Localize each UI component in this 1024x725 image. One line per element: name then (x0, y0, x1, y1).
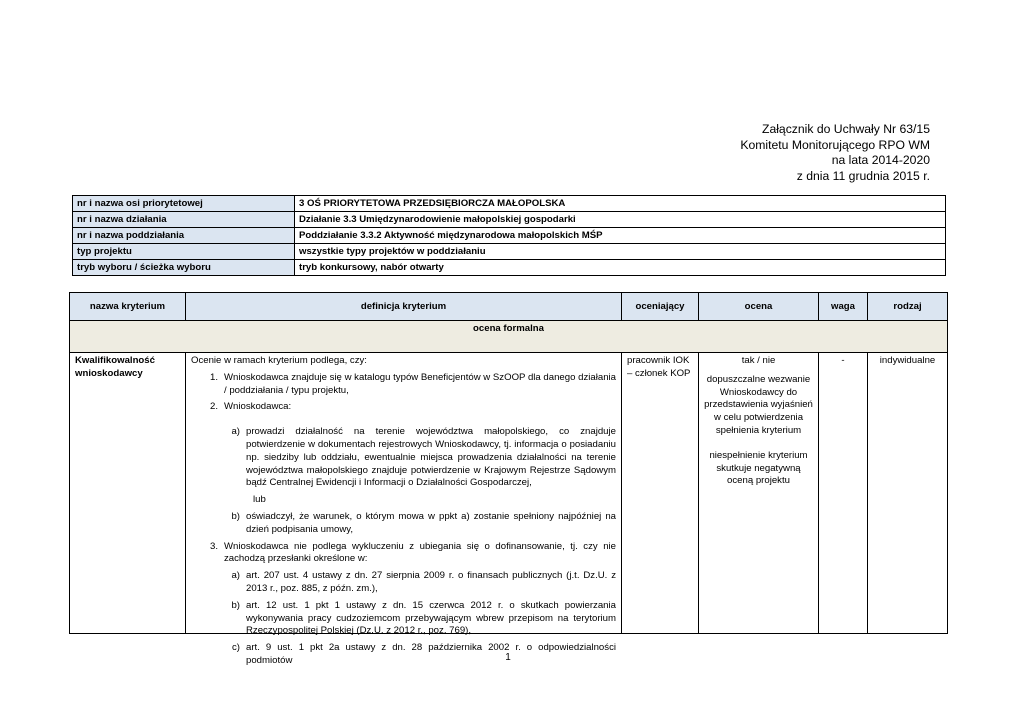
info-row (73, 196, 946, 212)
definition-item-3c: c) art. 9 ust. 1 pkt 2a ustawy z dn. 28 października 2002 r. o odpowiedzialności podmiotów (232, 642, 616, 666)
info-value: Działanie 3.3 Umiędzynarodowienie małopolskiej gospodarki (295, 212, 946, 228)
info-key: nr i nazwa działania (73, 212, 295, 228)
info-key: typ projektu (73, 244, 295, 260)
criterion-weight: - (819, 353, 868, 634)
definition-item-2: 2. Wnioskodawca: (209, 401, 292, 413)
attachment-line-1: Załącznik do Uchwały Nr 63/15 (762, 122, 930, 136)
criterion-row (70, 353, 948, 634)
criterion-evaluator: pracownik IOK – członek KOP (622, 353, 699, 634)
info-row (73, 228, 946, 244)
attachment-header (740, 122, 930, 184)
info-key: nr i nazwa osi priorytetowej (73, 196, 295, 212)
header-name: nazwa kryterium (70, 293, 186, 321)
info-row (73, 244, 946, 260)
header-assessment: ocena (699, 293, 819, 321)
info-key: tryb wyboru / ścieżka wyboru (73, 260, 295, 276)
definition-item-2b: b) oświadczył, że warunek, o którym mowa w ppkt a) zostanie spełniony najpóźniej na dzień podpisania umowy, (231, 510, 616, 535)
definition-item-3b: b) art. 12 ust. 1 pkt 1 ustawy z dn. 15 czerwca 2012 r. o skutkach powierzania wykonywania pracy cudzoziemcom przebywającym wbrew przepisom na terytorium Rzeczypospolitej Polskiej (Dz.U. z 2012 r., poz. 769), (231, 599, 616, 637)
assessment-clarification: dopuszczalne wezwanie Wnioskodawcy do przedstawienia wyjaśnień w celu potwierdzenia spełnienia kryterium (704, 373, 813, 436)
info-table (72, 195, 946, 276)
criteria-table (69, 292, 948, 666)
header-evaluator: oceniający (622, 293, 699, 321)
info-value: tryb konkursowy, nabór otwarty (295, 260, 946, 276)
page-number: 1 (505, 652, 511, 663)
definition-item-1: 1. Wnioskodawca znajduje się w katalogu typów Beneficjentów w SzOOP dla danego działania / poddziałania / typu projektu, (209, 371, 616, 396)
criterion-assessment (699, 353, 819, 634)
assessment-options: tak / nie (741, 355, 776, 366)
attachment-line-2: Komitetu Monitorującego RPO WM (740, 137, 930, 152)
info-value: 3 OŚ PRIORYTETOWA PRZEDSIĘBIORCZA MAŁOPOLSKA (295, 196, 946, 212)
header-weight: waga (819, 293, 868, 321)
attachment-line-3: na lata 2014-2020 (831, 153, 930, 168)
assessment-consequence: niespełnienie kryterium skutkuje negatywną oceną projektu (709, 449, 808, 487)
header-type: rodzaj (868, 293, 948, 321)
definition-intro: Ocenie w ramach kryterium podlega, czy: (191, 355, 367, 366)
criterion-type: indywidualne (868, 353, 948, 634)
criteria-header-row (70, 293, 948, 321)
header-definition: definicja kryterium (186, 293, 622, 321)
info-row (73, 260, 946, 276)
definition-item-3a: a) art. 207 ust. 4 ustawy z dn. 27 sierpnia 2009 r. o finansach publicznych (j.t. Dz.U. z 2013 r., poz. 885, z późn. zm.), (231, 570, 616, 594)
info-key: nr i nazwa poddziałania (73, 228, 295, 244)
info-row (73, 212, 946, 228)
definition-item-3: 3. Wnioskodawca nie podlega wykluczeniu z ubiegania się o dofinansowanie, tj. czy nie zachodzą przesłanki określone w: (209, 540, 616, 565)
section-row (70, 321, 948, 353)
definition-item-2a: a) prowadzi działalność na terenie województwa małopolskiego, co znajduje potwierdzenie w dokumentach rejestrowych Wnioskodawcy, tj. informacja o posiadaniu np. siedziby lub oddziału, ewentualnie miejsca prowadzenia działalności na terenie województwa małopolskiego znajduje potwierdzenie w Krajowym Rejestrze Sądowym bądź Centralnej Ewidencji i Informacji o Działalności Gospodarczej, (231, 426, 616, 489)
info-value: wszystkie typy projektów w poddziałaniu (295, 244, 946, 260)
criterion-name: Kwalifikowalność wnioskodawcy (70, 353, 186, 634)
attachment-line-4: z dnia 11 grudnia 2015 r. (796, 168, 930, 183)
section-title: ocena formalna (70, 321, 948, 353)
info-value: Poddziałanie 3.3.2 Aktywność międzynarodowa małopolskich MŚP (295, 228, 946, 244)
definition-lub: lub (253, 494, 266, 506)
criterion-definition (186, 353, 622, 666)
